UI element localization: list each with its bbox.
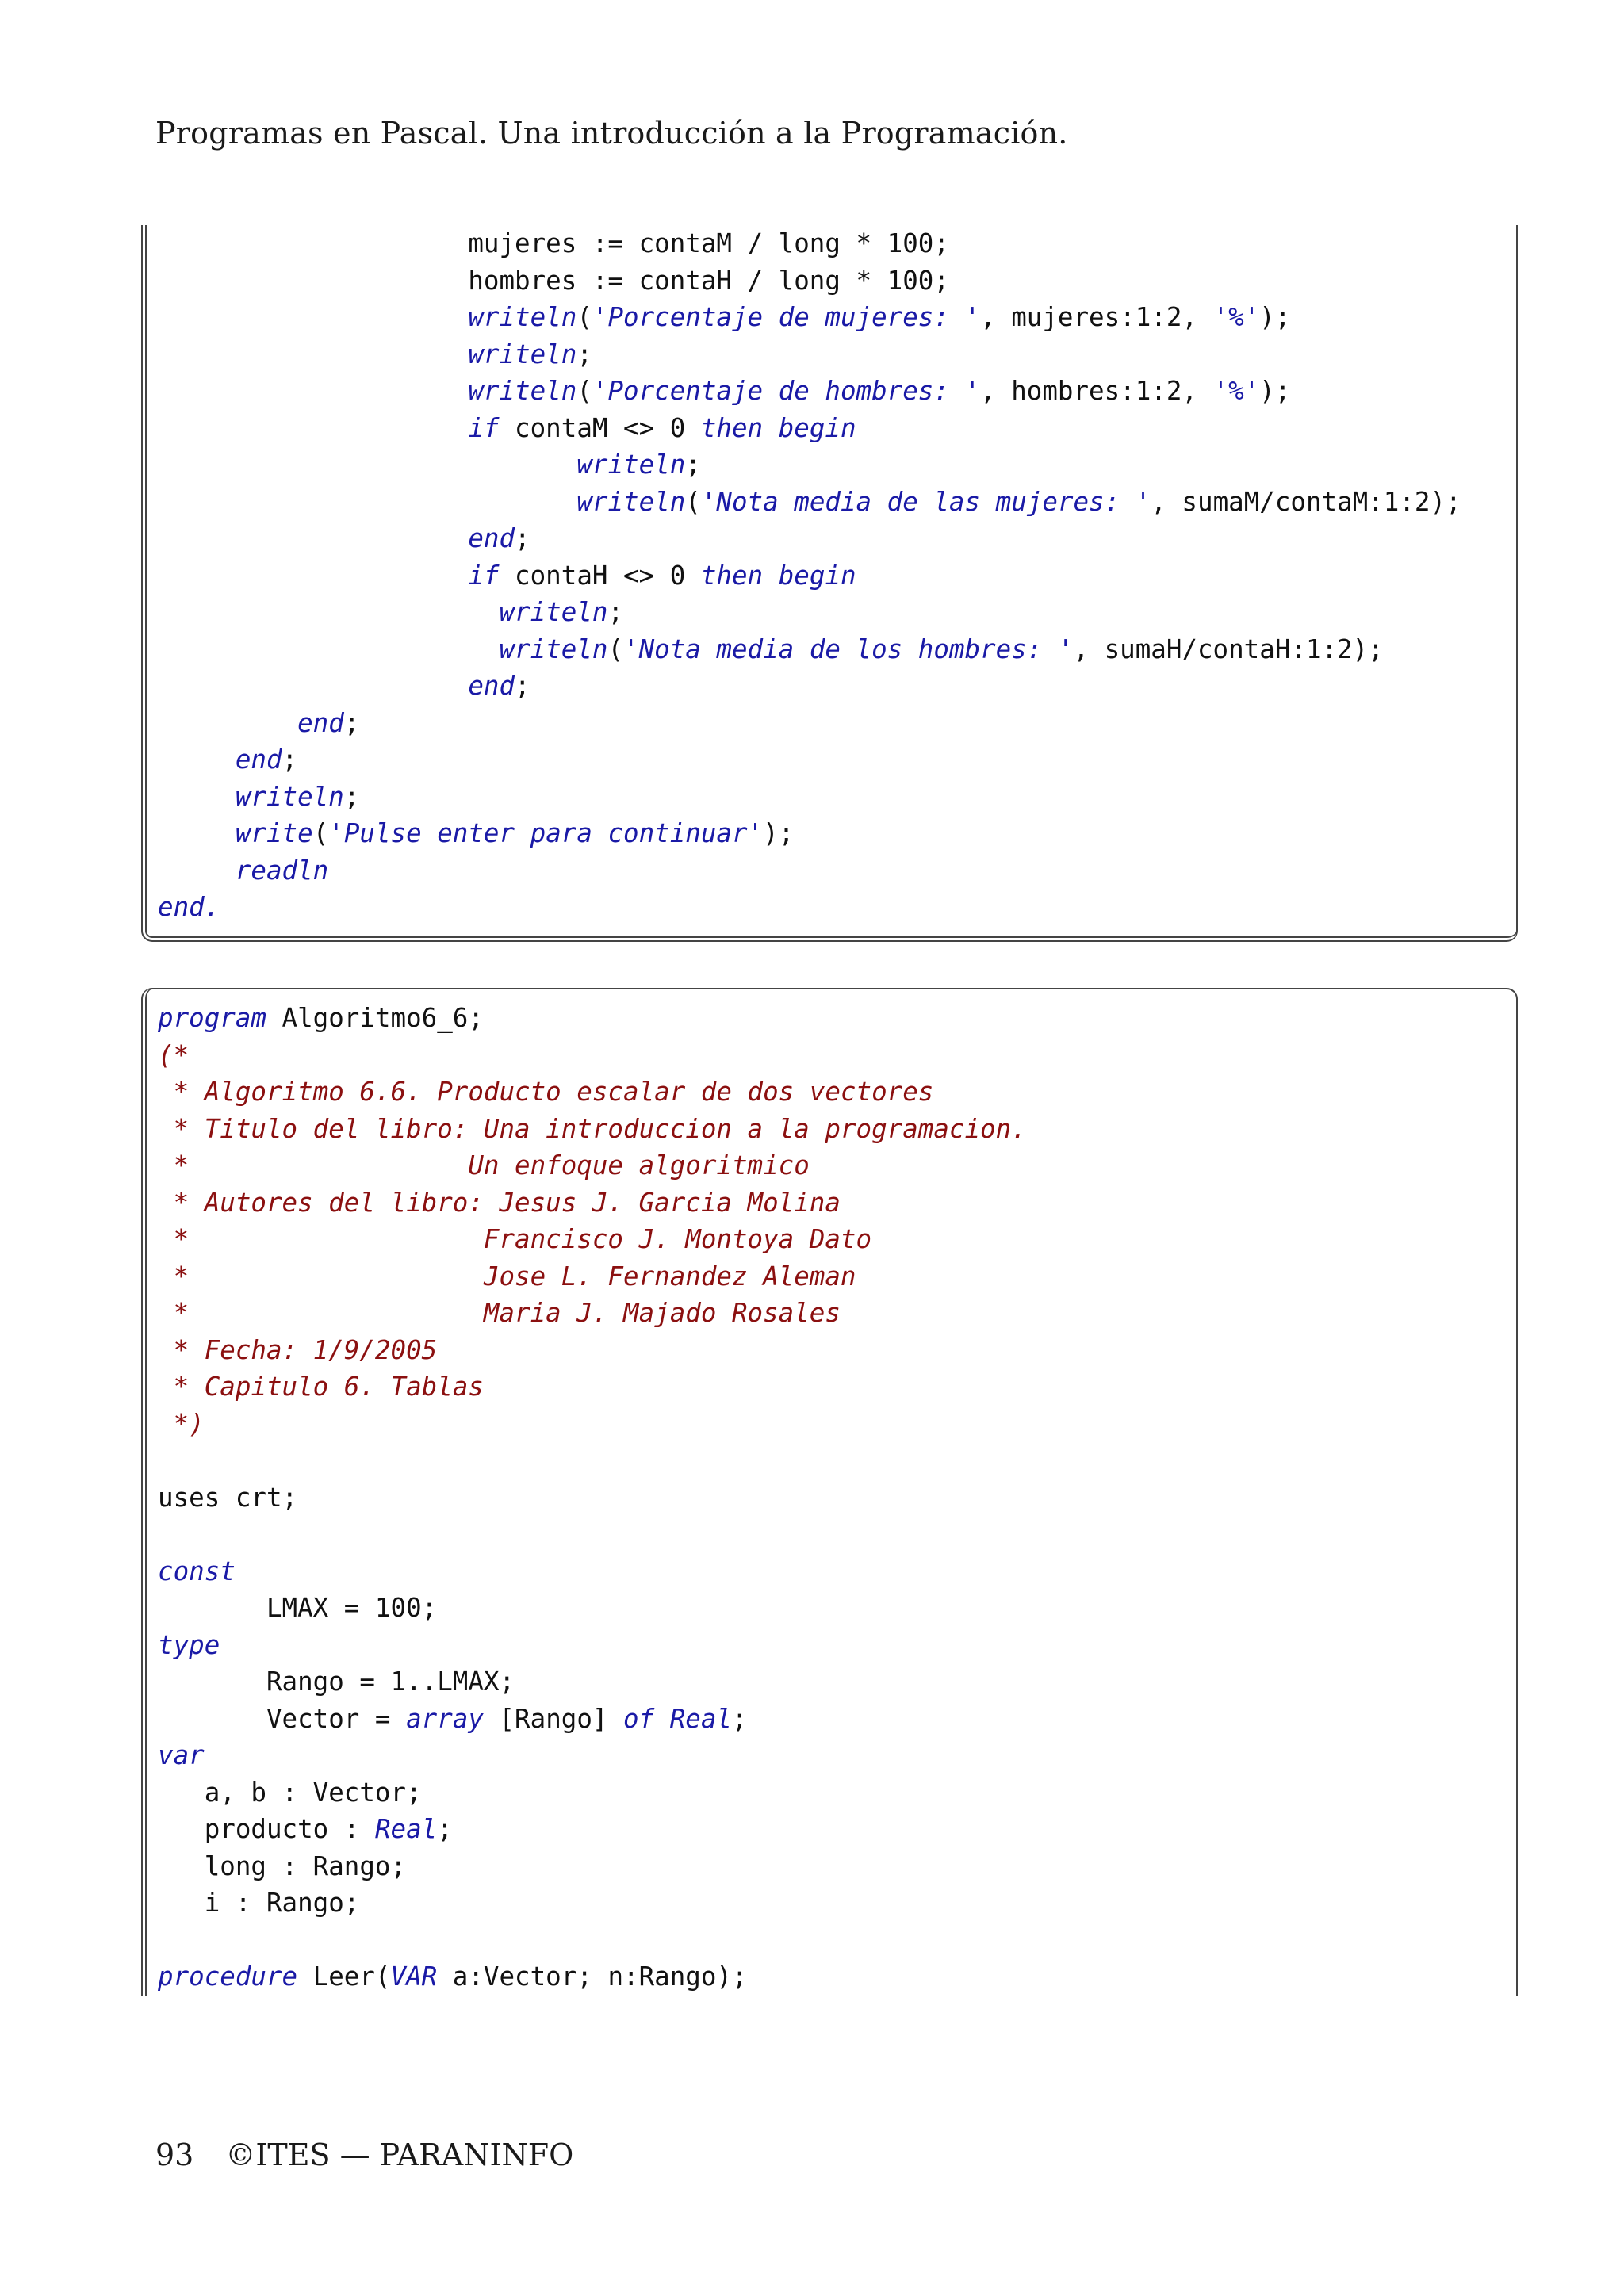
code-line [158,1590,1027,1627]
code-text: ; [343,707,360,738]
code-line [158,1958,1027,1996]
code-line [158,373,1461,410]
code-text [158,450,576,480]
code-keyword: writeln [499,633,608,664]
code-text: , sumaM/contaM:1:2); [1151,486,1461,517]
code-text: contaH <> 0 [499,560,701,591]
code-line [158,1037,1027,1074]
code-keyword: writeln [499,597,608,627]
code-line [158,1221,1027,1258]
code-line [158,1368,1027,1406]
code-line [158,1737,1027,1774]
code-keyword: readln [235,855,329,886]
code-line [158,1111,1027,1148]
page-header: Programas en Pascal. Una introducción a la Programación. [155,116,1068,151]
code-comment: * Maria J. Majado Rosales [158,1298,841,1328]
code-text: uses crt; [158,1482,298,1513]
code-line [158,1663,1027,1701]
code-text: mujeres := contaM / long * 100; [158,228,949,258]
code-line [158,1848,1027,1885]
code-keyword: 'Porcentaje de hombres: ' [592,376,981,406]
code-text: Rango = 1..LMAX; [158,1667,515,1697]
code-line [158,520,1461,557]
code-keyword: then begin [700,412,856,443]
code-keyword: end [468,523,515,553]
code-line [158,557,1461,595]
code-text: ); [1259,376,1291,406]
code-text: ; [515,523,530,553]
code-text: ( [607,633,624,664]
code-text: a, b : Vector; [158,1777,422,1808]
code-text [158,523,468,553]
page-footer [155,2137,573,2172]
code-line [158,889,1461,926]
code-line [158,741,1461,779]
code-text [158,855,236,886]
code-line [158,1885,1027,1922]
code-block-2 [158,1000,1027,1996]
code-line [158,1774,1027,1812]
code-text: , sumaH/contaH:1:2); [1073,633,1384,664]
code-listing-continuation [141,225,1518,942]
code-text [158,487,576,517]
code-text: producto : [158,1814,375,1844]
code-line [158,410,1461,447]
code-text: Algoritmo6_6; [266,1003,484,1033]
code-comment: * Autores del libro: Jesus J. Garcia Molina [158,1187,841,1218]
publisher-notice: ©ITES — PARANINFO [225,2137,574,2172]
code-line [158,852,1461,890]
code-line [158,705,1461,742]
code-line [158,1627,1027,1664]
code-block-1 [158,225,1461,926]
code-line [158,1442,1027,1479]
code-text: ); [1259,302,1291,332]
code-line [158,446,1461,484]
code-line [158,668,1461,705]
code-text: ( [685,486,701,517]
code-comment: * Algoritmo 6.6. Producto escalar de dos vectores [158,1077,934,1107]
code-line [158,815,1461,852]
code-keyword: if [468,412,500,443]
code-keyword: '%' [1212,302,1260,332]
code-text: ; [607,597,624,627]
code-comment: * Jose L. Fernandez Aleman [158,1261,856,1292]
code-keyword: var [158,1740,205,1770]
code-comment: (* [158,1039,190,1070]
code-keyword: program [158,1003,266,1033]
code-line [158,1147,1027,1184]
code-line [158,1811,1027,1848]
code-listing-algoritmo6-6 [141,988,1518,1996]
code-text: ; [732,1703,748,1734]
code-line [158,1406,1027,1443]
code-keyword: 'Nota media de las mujeres: ' [700,486,1151,517]
code-line [158,1000,1027,1037]
code-keyword: end [468,671,515,701]
code-line [158,1516,1027,1553]
code-text: hombres := contaH / long * 100; [158,265,949,296]
code-keyword: end [235,744,282,775]
code-text: ( [576,302,592,332]
code-line [158,225,1461,262]
code-keyword: array [406,1703,484,1734]
code-keyword: 'Porcentaje de mujeres: ' [592,302,981,332]
code-text [158,634,499,664]
code-text: ; [515,671,530,701]
code-text: a:Vector; n:Rango); [437,1961,748,1992]
code-keyword: Real [374,1814,438,1844]
code-keyword: writeln [576,486,686,517]
code-line [158,1184,1027,1222]
code-line [158,1073,1027,1111]
code-comment: * Capitulo 6. Tablas [158,1372,484,1402]
code-keyword: const [158,1556,236,1586]
code-line [158,1701,1027,1738]
page-number: 93 [155,2137,194,2172]
code-text [158,376,468,406]
code-line [158,262,1461,300]
code-keyword: write [235,818,313,848]
code-text [158,597,499,627]
code-line [158,1295,1027,1332]
code-keyword: writeln [235,781,344,812]
code-line [158,299,1461,336]
code-keyword: of Real [623,1703,732,1734]
code-keyword: end [297,707,344,738]
code-keyword: writeln [576,450,686,480]
code-text: Vector = [158,1703,407,1734]
code-keyword: writeln [468,339,577,369]
code-text: ; [343,781,360,812]
code-line [158,336,1461,373]
code-text [158,339,468,369]
code-text: long : Rango; [158,1850,407,1881]
code-line [158,1553,1027,1590]
code-comment: * Un enfoque algoritmico [158,1150,810,1181]
code-text: ( [576,376,592,406]
code-text: [Rango] [483,1703,624,1734]
code-keyword: '%' [1212,376,1260,406]
code-comment: * Fecha: 1/9/2005 [158,1334,438,1365]
code-text: contaM <> 0 [499,412,701,443]
code-text [158,561,468,591]
code-text [158,413,468,443]
code-text: LMAX = 100; [158,1593,438,1623]
code-text [158,818,236,848]
code-text [158,302,468,332]
code-line [158,631,1461,668]
code-keyword: 'Nota media de los hombres: ' [623,633,1074,664]
code-text: , mujeres:1:2, [980,302,1213,332]
code-line [158,1332,1027,1369]
code-keyword: procedure [158,1961,298,1992]
code-text: ; [282,744,298,775]
code-line [158,1479,1027,1517]
code-text [158,708,297,738]
code-keyword: writeln [468,376,577,406]
code-keyword: type [158,1629,220,1660]
code-line [158,1258,1027,1295]
code-text [158,744,236,775]
code-text: ); [763,818,795,848]
code-text: i : Rango; [158,1888,360,1918]
code-comment: * Titulo del libro: Una introduccion a la programacion. [158,1113,1027,1144]
code-keyword: 'Pulse enter para continuar' [328,818,764,848]
code-line [158,779,1461,816]
code-keyword: then begin [700,560,856,591]
code-keyword: VAR [390,1961,438,1992]
code-text: ; [437,1814,453,1844]
code-comment: * Francisco J. Montoya Dato [158,1224,872,1254]
code-text [158,671,468,701]
code-text [158,782,236,812]
code-keyword: end. [158,892,220,922]
code-line [158,594,1461,631]
code-text: ; [576,339,592,369]
code-line [158,484,1461,521]
code-text: Leer( [297,1961,391,1992]
code-keyword: writeln [468,302,577,332]
code-comment: *) [158,1408,205,1439]
code-text: ( [312,818,329,848]
code-text: ; [685,450,701,480]
code-keyword: if [468,560,500,591]
code-line [158,1922,1027,1959]
code-text: , hombres:1:2, [980,376,1213,406]
